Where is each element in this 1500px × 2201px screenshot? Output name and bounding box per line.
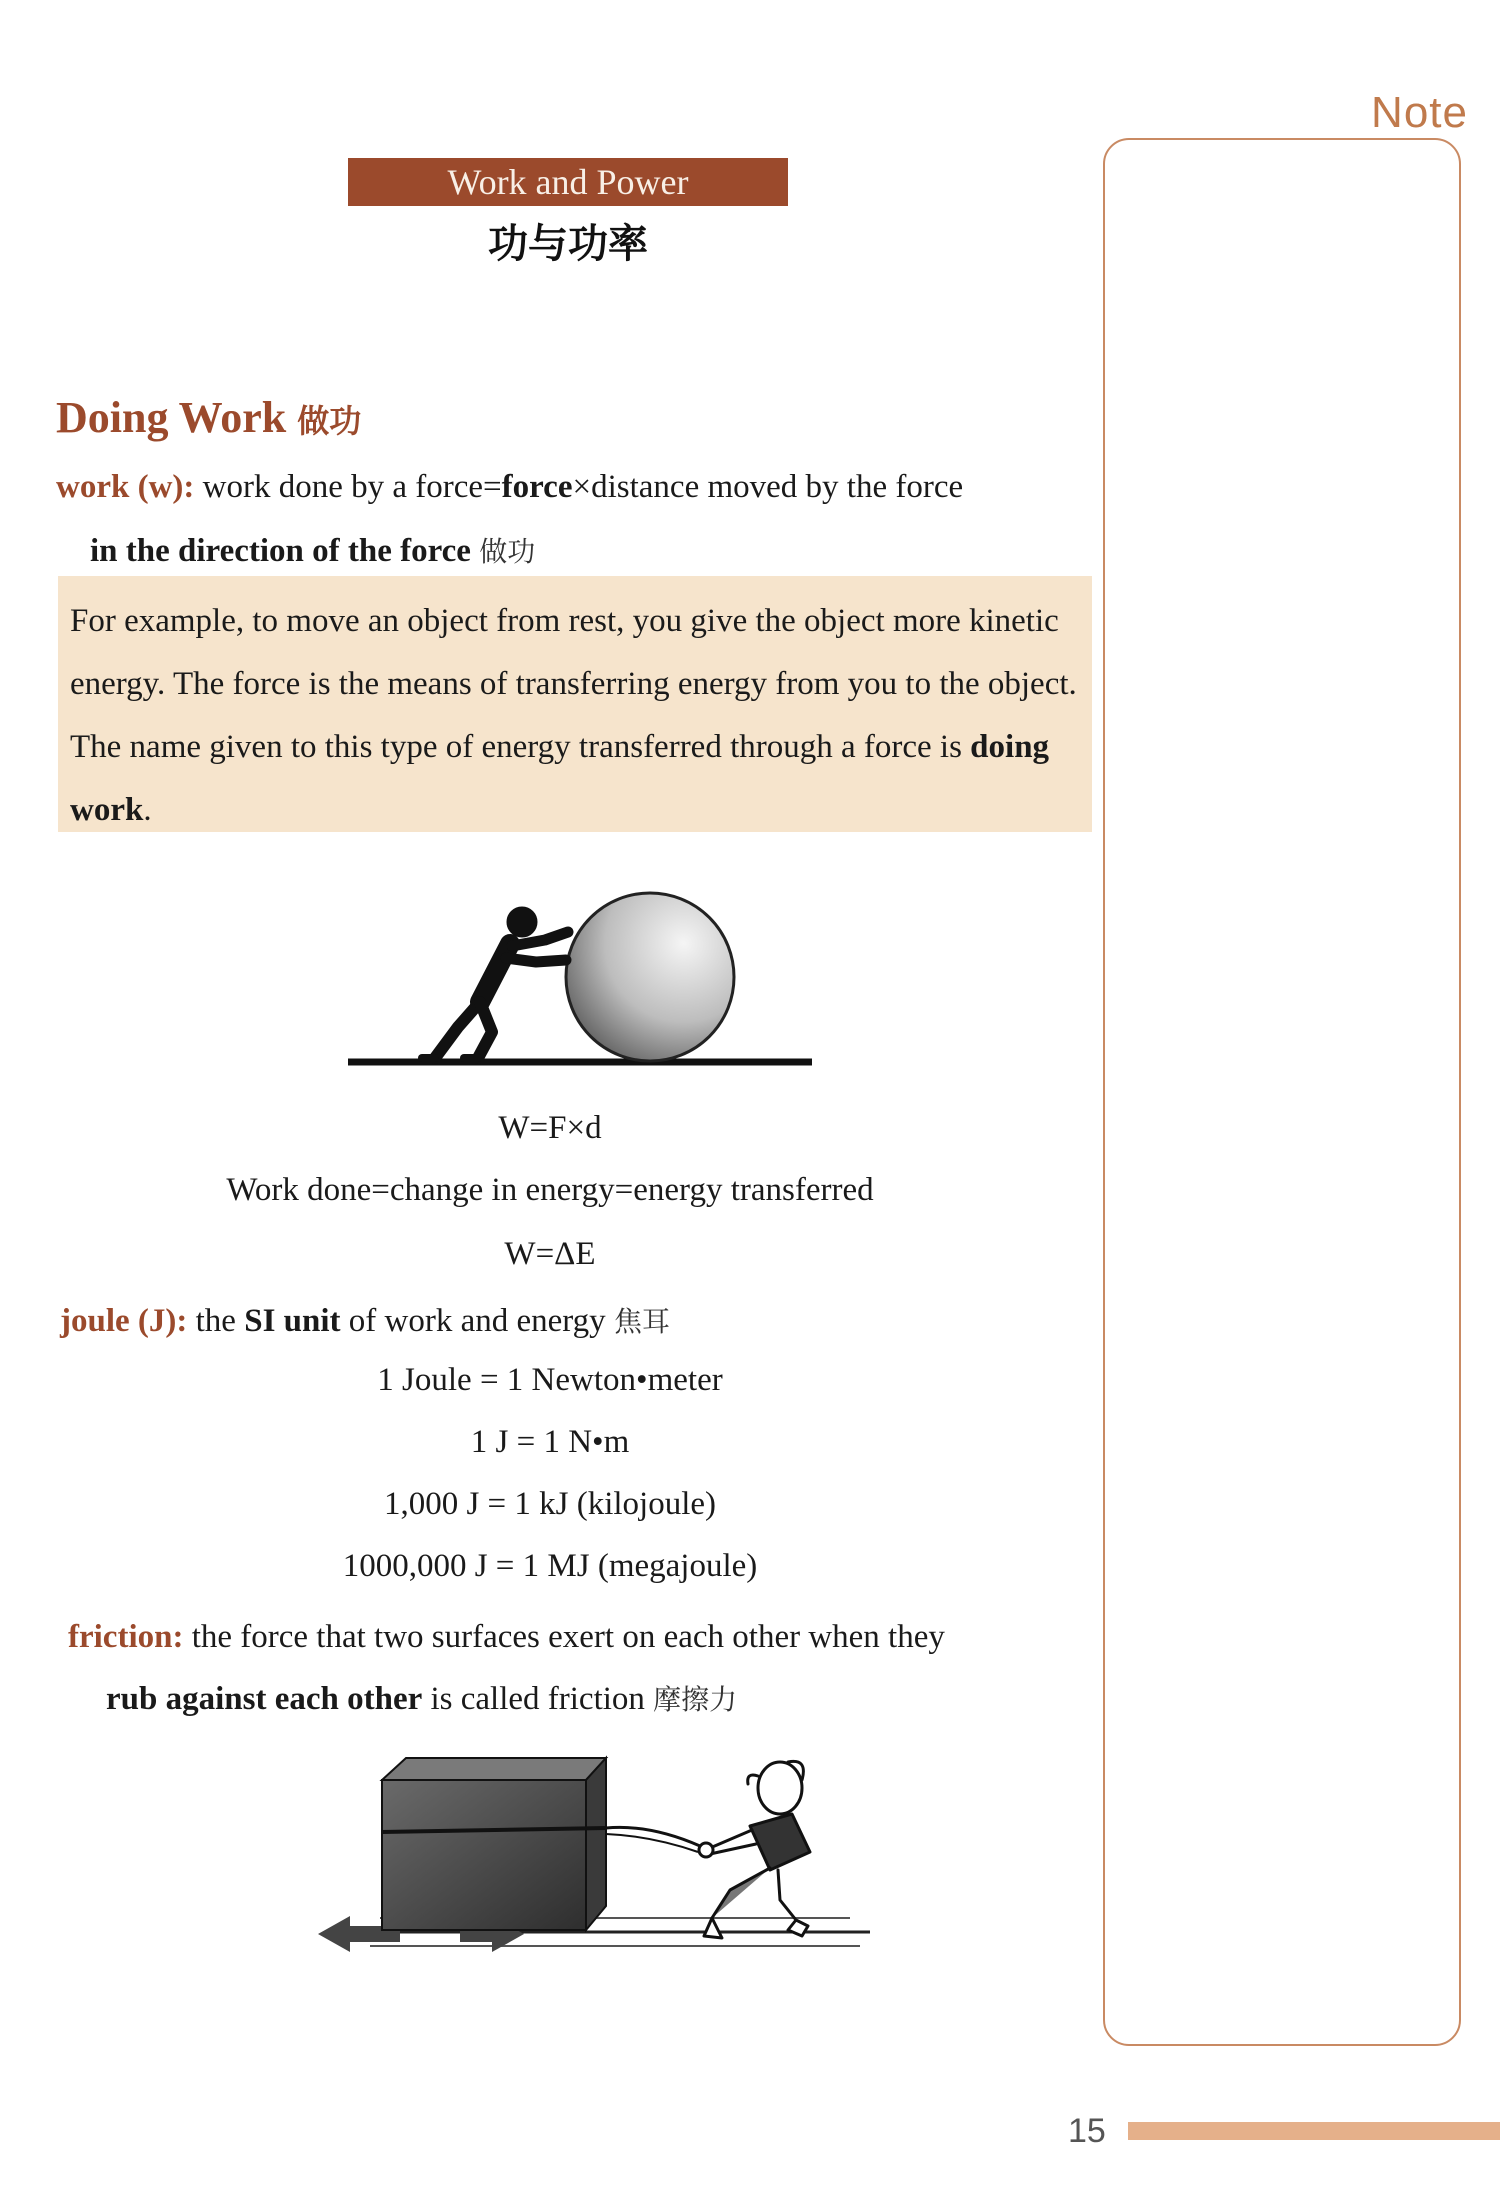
- joule-line-2: 1 J = 1 N•m: [470, 1424, 630, 1460]
- joule-cn: 焦耳: [613, 1305, 670, 1338]
- example-text: For example, to move an object from rest, you give the object more kinetic energy. The force is the means of transferring energy from you to the object. The name given to this type of energy transferred through a force is: [70, 603, 1077, 765]
- joule-bold: SI unit: [244, 1303, 341, 1339]
- stick-figure: [422, 907, 568, 1058]
- box: [382, 1780, 586, 1930]
- friction-definition-line2: [106, 1676, 1106, 1723]
- work-text-a: work done by a force=: [194, 469, 502, 505]
- joule-definition: [60, 1298, 1100, 1345]
- joule-text-b: of work and energy: [340, 1303, 614, 1339]
- example-end: .: [143, 792, 152, 828]
- rope: [606, 1827, 700, 1846]
- work-line2-bold: in the direction of the force: [90, 533, 471, 569]
- formula-delta-e: W=ΔE: [504, 1236, 596, 1272]
- friction-line2-cn: 摩擦力: [653, 1683, 738, 1716]
- joule-line-1: 1 Joule = 1 Newton•meter: [377, 1362, 723, 1398]
- friction-definition: [68, 1614, 1108, 1660]
- chapter-title: Work and Power: [348, 158, 788, 206]
- work-bold: force: [501, 469, 573, 505]
- page-number: 15: [1068, 2112, 1106, 2150]
- note-box: [1103, 138, 1461, 2046]
- joule-term: joule (J):: [60, 1303, 188, 1339]
- section-title: [56, 392, 361, 443]
- example-box: [58, 576, 1092, 832]
- joule-line-3: 1,000 J = 1 kJ (kilojoule): [383, 1486, 717, 1522]
- formula-work: W=F×d: [498, 1110, 602, 1146]
- work-text-b: ×distance moved by the force: [572, 469, 964, 505]
- page-footer-bar: [1128, 2122, 1500, 2140]
- friction-term: friction:: [68, 1619, 184, 1655]
- note-label: Note: [1371, 88, 1468, 137]
- joule-text-a: the: [187, 1303, 245, 1339]
- friction-text-a: the force that two surfaces exert on each other when they: [183, 1619, 945, 1655]
- work-definition: [56, 464, 1096, 510]
- pulling-box-illustration: [310, 1740, 890, 1970]
- friction-line2-bold: rub against each other: [106, 1681, 423, 1717]
- ball: [566, 893, 734, 1061]
- work-term: work (w):: [56, 469, 195, 505]
- example-bold: doing work: [70, 729, 1050, 828]
- section-title-cn: 做功: [297, 402, 362, 440]
- friction-line2-text: is called friction: [422, 1681, 654, 1717]
- formula-work-energy: Work done=change in energy=energy transferred: [226, 1172, 874, 1208]
- pushing-ball-illustration: [340, 862, 820, 1082]
- work-line2-cn: 做功: [479, 535, 536, 568]
- joule-line-4: 1000,000 J = 1 MJ (megajoule): [342, 1548, 758, 1584]
- work-definition-line2: [90, 528, 1090, 575]
- man-pulling: [699, 1761, 810, 1938]
- chapter-title-cn: 功与功率: [488, 221, 648, 267]
- section-title-en: Doing Work: [56, 393, 287, 442]
